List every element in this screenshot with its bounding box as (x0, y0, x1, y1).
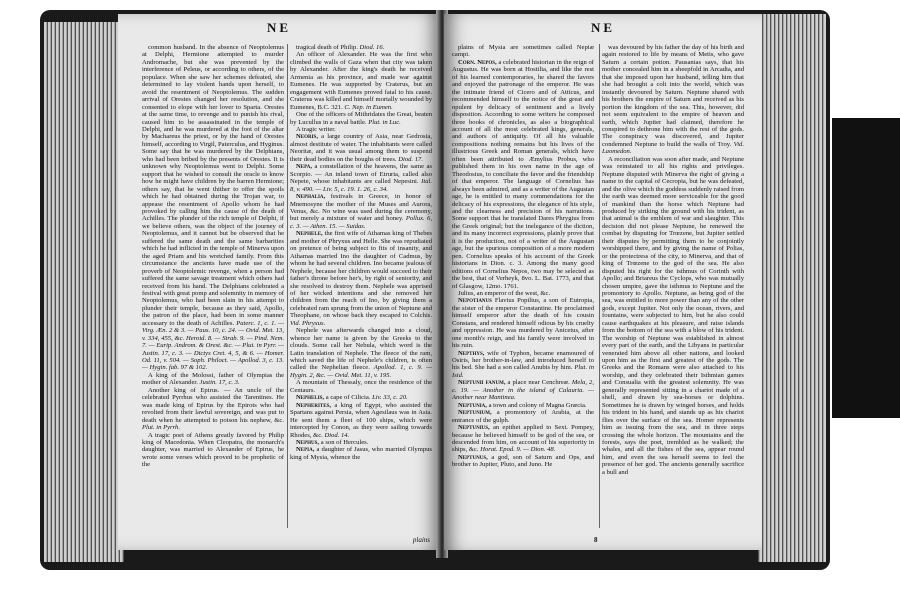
entry-reference: Vid. Phryxus. (290, 319, 326, 327)
entry-text: festivals in Greece, in honor of Mnemosyne the mother of the Muses and Aurora, Venus, &c. No wine was used during the ceremony, but merely a mixture of water and honey. (290, 193, 432, 223)
column-rule (599, 44, 600, 528)
dictionary-entry (290, 111, 432, 126)
entry-reference: Diod. 14. (324, 431, 350, 439)
page-header: NE (590, 20, 616, 35)
entry-headword: Nephalia, (296, 193, 326, 201)
dictionary-entry (290, 163, 432, 193)
column-right (290, 44, 432, 528)
entry-text: One of the officers of Mithridates the Great, beaten by Lucullus in a naval battle. (290, 111, 432, 126)
column-right (602, 44, 744, 528)
entry-headword: Nepthys, (458, 349, 485, 357)
entry-text: A mountain of Thessaly, once the residence of the Centaurs. (290, 379, 432, 394)
entry-text: An officer of Alexander. He was the first who climbed the walls of Gaza when that city was taken by Alexander. After the king's death he received Armenia as his province, and made war against Eumenes. He was supported by Craterus, but an engagement with Eumenes proved fatal to his cause. Craterus was killed and himself mortally wounded by Eumenes, B.C. 321. (290, 51, 432, 111)
entry-headword: Nephus, (296, 439, 320, 447)
entry-text: a large country of Asia, near Gedrosia, almost destitute of water. The inhabitants were called Neoritæ, and it was usual among them to suspend their dead bodies on the boughs of trees. (290, 133, 432, 163)
entry-text: tragical death of Philip. (296, 44, 358, 51)
entry-text: common husband. In the absence of Neoptolemus at Delphi, Hermione attempted to murder Andromache, but she was prevented by the interference of Peleus, or according to others, of the populace. When she saw her schemes defeated, she determined to lay violent hands upon herself, to avoid the resentment of Neoptolemus. The sudden arrival of Orestes changed her resolution, and she consented to elope with her lover to Sparta. Orestes at the same time, to revenge and to punish his rival, caused him to be assassinated in the temple of Delphi, and he was murdered at the foot of the altar by Machareus the priest, or by the hand of Orestes himself, according to Virgil, Paterculus, and Hyginus. Some say that he was murdered by the Delphians, who had been bribed by the presents of Orestes. It is unknown why Neoptolemus went to Delphi. Some support that he wished to consult the oracle to know how he might have children by the barren Hermione; others say, that he went thither to offer the spoils which he had obtained during the Trojan war, to appease the resentment of Apollo whom he had provoked by calling him the cause of the death of Achilles. The plunder of the rich temple of Delphi, if we believe others, was the object of the journey of Neoptolemus, and it cannot but be observed that he suffered the same death and the same barbarities which he had inflicted in the temple of Minerva upon the aged Priam and his wretched family. From this circumstance the ancients have made use of the proverb of Neoptolemic revenge, when a person had suffered the same savage treatment which others had received from his hand. The Delphians celebrated a festival with great pomp and solemnity in memory of Neoptolemus, who had been slain in his attempt to plunder their temple, because as they said, Apollo, the patron of the place, had been in some manner accessary to the death of Achilles. (142, 44, 284, 327)
entry-headword: Neptunus, (458, 453, 488, 461)
column-left (452, 44, 594, 528)
dictionary-entry (142, 372, 284, 387)
entry-reference: Justin. 17, c. 3. (199, 379, 240, 387)
entry-text: a son of Hercules. (320, 439, 369, 447)
entry-reference: Mela, 2, c. 19. — Another in the island of Calauria. — Another near Mantinea. (452, 379, 594, 402)
dictionary-entry (452, 297, 594, 349)
entry-reference: Liv. 33, c. 20. (372, 394, 408, 402)
entry-text: a promontory of Arabia, at the entrance of the gulph. (452, 409, 594, 424)
entry-headword: Nepotianus (458, 297, 492, 305)
entry-text: a town and colony of Magna Græcia. (488, 401, 587, 409)
entry-text: a daughter of Jasus, who married Olympus king of Mysia, whence the (290, 446, 432, 461)
entry-text: a god, son of Saturn and Ops, and brother to Jupiter, Pluto, and Juno. He (452, 453, 594, 469)
dictionary-entry (290, 44, 432, 51)
entry-headword: Nephelis, (296, 394, 325, 402)
dictionary-entry (602, 44, 744, 156)
entry-reference: Ital. 8, v. 490. — Liv. 5, c. 19. 1. 26, c. 34. (290, 178, 432, 193)
dictionary-entry (290, 394, 432, 401)
dictionary-entry (452, 454, 594, 469)
dark-background-block (832, 118, 900, 418)
entry-headword: Neptunia, (458, 401, 487, 409)
entry-reference: Paterc. 1, c. 1. — Virg. Æn. 2 & 3. — Paus. 10, c. 24. — Ovid. Met. 13, v. 334, 455, &c. Heroid. 8. — Strab. 9. — Pind. Nem. 7. — Eurip. Androm. & Orest. &c. — Plut. in Pyrr. — Justin. 17, c. 3. — Dictys Cret. 4, 5, & 6. — Homer. Od. 11, v. 504. — Soph. Philoct. — Apollod. 3, c. 13. — Hygin. fab. 97 & 102. (142, 319, 284, 372)
entry-text: Julius, an emperor of the west, &c. (458, 289, 551, 297)
dictionary-entry (452, 379, 594, 401)
dictionary-entry (602, 156, 744, 476)
dictionary-entry (290, 126, 432, 133)
dictionary-entry (290, 379, 432, 394)
catchword: plains (412, 536, 430, 544)
entry-headword: Neptunius, (458, 424, 490, 432)
entry-headword: Neptunii fanum, (458, 379, 506, 387)
dictionary-entry (290, 327, 432, 379)
entry-text: the first wife of Athamas king of Thebes and mother of Phryxus and Helle. She was repudiated on pretence of being subject to fits of insanity, and Athamas married Ino the daughter of Cadmus, by whom he had several children. Ino became jealous of Nephele, because her children would succeed to their father's throne before her's, by right of seniority, and she resolved to destroy them. Nephele was apprised of her wicked intentions and she removed her children from the reach of Ino, by giving them a celebrated ram sprung from the union of Neptune and Theophane, on whose back they escaped to Colchis. (290, 230, 432, 320)
entry-reference: Pollux. 6, c. 3. — Athen. 15. — Suidas. (290, 215, 432, 230)
dictionary-entry (452, 44, 594, 59)
dictionary-entry (452, 350, 594, 380)
entry-reference: Diod. 16. (359, 44, 385, 51)
entry-headword: Corn. Nepos, (458, 58, 497, 66)
entry-text: A reconciliation was soon after made, and Neptune was reinstated to all his rights and privileges. Neptune disputed with Minerva the right of giving a name to the capital of Cecropia, but he was defeated, and the olive which the goddess suddenly raised from the earth was deemed more serviceable for the good of mankind than the horse which Neptune had produced by striking the ground with his trident, as that animal is the emblem of war and slaughter. This decision did not please Neptune, he renewed the combat by disputing for Trœzene, but Jupiter settled their disputes by permitting them to be conjointly worshipped there, and by giving the name of Polias, or the protectress of the city, to Minerva, and that of king of Trœzene to the god of the sea. He also disputed his right for the isthmus of Corinth with Apollo; and Briareus the Cyclops, who was mutually chosen umpire, gave the isthmus to Neptune and the promontory to Apollo. Neptune, as being god of the sea, was entitled to more power than any of the other gods, except Jupiter. Not only the ocean, rivers, and fountains, were subjected to him, but he also could cause earthquakes at his pleasure, and raise islands from the bottom of the sea with a blow of his trident. The worship of Neptune was established in almost every part of the earth, and the Libyans in particular venerated him above all other nations, and looked upon him as the first and greatest of the gods. The Greeks and the Romans were also attached to his worship, and they celebrated their Isthmian games and Consualia with the greatest solemnity. He was generally represented sitting in a chariot made of a shell, and drawn by sea-horses or dolphins. Sometimes he is drawn by winged horses, and holds his trident in his hand, and stands up as his chariot flies over the surface of the sea. Homer represents him as issuing from the sea, and in three steps crossing the whole horizon. The mountains and the forests, says the poet, trembled as he walked; the whales, and all the fishes of the sea, appear round him, and even the sea herself seems to feel the presence of her god. The ancients generally sacrifice a bull and (602, 155, 744, 476)
dictionary-entry (142, 44, 284, 372)
left-page-edges (44, 22, 124, 562)
right-page-edges (758, 14, 826, 562)
entry-reference: C. Nep. in Eumen. (344, 103, 393, 111)
entry-reference: Plut. in Pyrrh. (142, 424, 180, 432)
dictionary-entry (142, 387, 284, 432)
dictionary-entry (452, 402, 594, 409)
entry-reference: Diod. 17. (398, 155, 423, 163)
entry-text: wife of Typhon, became enamoured of Osiris, her brother-in-law, and introduced herself to his bed. She had a son called Anubis by him. (452, 349, 594, 372)
dictionary-entry (290, 230, 432, 327)
entry-text: a celebrated historian in the reign of Augustus. He was born at Hostilia, and like the rest of his learned contemporaries, he shared the favors and enjoyed the patronage of the emperor. He was the intimate friend of Cicero and of Atticus, and recommended himself to the notice of the great and opulent by delicacy of sentiment and a lively disposition. According to some writers he composed three books of chronicles, as also a biographical account of all the most celebrated kings, generals, and authors of antiquity. Of all his valuable compositions nothing remains but his lives of the illustrious Greek and Roman generals, which have often been attributed to Æmylius Probus, who published them in his own name in the age of Theodosius, to conciliate the favor and the friendship of that emperor. The language of Cornelius has always been admired, and as a writer of the Augustan age, he is entitled to many commendations for the delicacy of his expressions, the elegance of his style, and the clearness and precision of his narrations. Some support that he translated Dares Phrygius from the Greek original; but the inelegance of the diction, and its many incorrect expressions, plainly prove that it is the production, not of a writer of the Augustan age, but the spurious composition of a more modern pen. Cornelius speaks of his account of the Greek historians in Dion. c. 3. Among the many good editions of Cornelius Nepos, two may be selected as the best, that of Verheyk, 8vo. L. Bat. 1773, and that of Glasgow, 12mo. 1761. (452, 58, 594, 290)
entry-headword: Nepa, (296, 163, 313, 171)
entry-text: a constellation of the heavens, the same as Scorpio. — An inland town of Etruria, called also Nepete, whose inhabitants are called Nepesini. (290, 163, 432, 186)
entry-reference: Vid. Laomedon. (602, 140, 744, 156)
entry-headword: Neoris, (296, 133, 318, 141)
entry-text: was devoured by his father the day of his birth and again restored to life by means of Metis, who gave Saturn a certain potion. Pausanias says, that his mother concealed him in a sheepfold in Arcadia, and that she imposed upon her husband, telling him that she had brought a colt into the world, which was instantly devoured by Saturn. Neptune shared with his brothers the empire of Saturn and received as his portion the kingdom of the sea. This, however, did not seem equivalent to the empire of heaven and earth, which Jupiter had claimed, therefore he conspired to dethrone him with the rest of the gods. The conspiracy was discovered, and Jupiter condemned Neptune to build the walls of Troy. (602, 44, 744, 148)
entry-text: Flavius Popilius, a son of Eutropia, the sister of the emperor Constantine. He proclaimed himself emperor after the death of his cousin Constans, and rendered himself odious by his cruelty and oppression. He was murdered by Anicetus, after one month's reign, and his family were involved in his ruin. (452, 297, 594, 350)
dictionary-entry (290, 446, 432, 461)
dictionary-entry (452, 424, 594, 454)
entry-text: a king of Egypt, who assisted the Spartans against Persia, when Agesilaus was in Asia. He sent them a fleet of 100 ships, which were intercepted by Conon, as they were sailing towards Rhodes, &c. (290, 401, 432, 439)
dictionary-entry (290, 51, 432, 111)
entry-text: A tragic writer. (296, 125, 336, 133)
entry-text: Another king of Epirus. — An uncle of the celebrated Pyrrhus who assisted the Tarentines. He was made king of Epirus by the Epirots who had revolted from their lawful sovereign, and was put to death when he attempted to poison his nephew, &c. (142, 386, 284, 424)
entry-headword: Neptunium, (458, 409, 492, 417)
column-rule (287, 44, 288, 528)
entry-text: Nephele was afterwards changed into a cloud, whence her name is given by the Greeks to the clouds. Some call her Nebula, which word is the Latin translation of Nephele. The fleece of the ram, which saved the life of Nephele's children, is often called the Nephelian fleece. (290, 327, 432, 372)
entry-text: an epithet applied to Sext. Pompey, because he believed himself to be god of the sea, or descended from him, on account of his superiority in ships, &c. (452, 424, 594, 454)
entry-text: a place near Cenchreæ. (507, 379, 570, 387)
entry-reference: Plut. in Isid. (452, 364, 594, 379)
entry-text: A tragic poet of Athens greatly favored by Philip king of Macedonia. When Cleopatra, the monarch's daughter, was married to Alexander of Epirus, he wrote some verses which proved to be prophetic of the (142, 431, 284, 469)
dictionary-entry (290, 133, 432, 163)
dictionary-entry (290, 193, 432, 230)
left-page (118, 14, 440, 550)
entry-text: A king of the Molossi, father of Olympias the mother of Alexander. (142, 371, 284, 387)
entry-text: a cape of Cilicia. (325, 394, 371, 402)
entry-reference: Horat. Epod. 9. — Dion. 48. (480, 446, 556, 454)
page-header: NE (266, 20, 292, 35)
dictionary-entry (290, 402, 432, 439)
right-page (444, 14, 762, 550)
entry-text: plains of Mysia are sometimes called Nepiæ campi. (452, 44, 594, 59)
dictionary-entry (142, 432, 284, 469)
entry-headword: Nepia, (296, 446, 315, 454)
dictionary-entry (452, 409, 594, 424)
dictionary-entry (452, 290, 594, 297)
column-left (142, 44, 284, 528)
signature-mark: 8 (594, 536, 598, 544)
entry-headword: Nepherites, (296, 401, 332, 409)
dictionary-entry (290, 439, 432, 446)
entry-headword: Nephele, (296, 230, 323, 238)
dictionary-entry (452, 59, 594, 290)
entry-reference: Plut. in Luc. (368, 118, 401, 126)
entry-reference: Apollod. 1, c. 9. — Hygin. 2, &c. — Ovid. Met. 11, v. 195. (290, 364, 432, 379)
